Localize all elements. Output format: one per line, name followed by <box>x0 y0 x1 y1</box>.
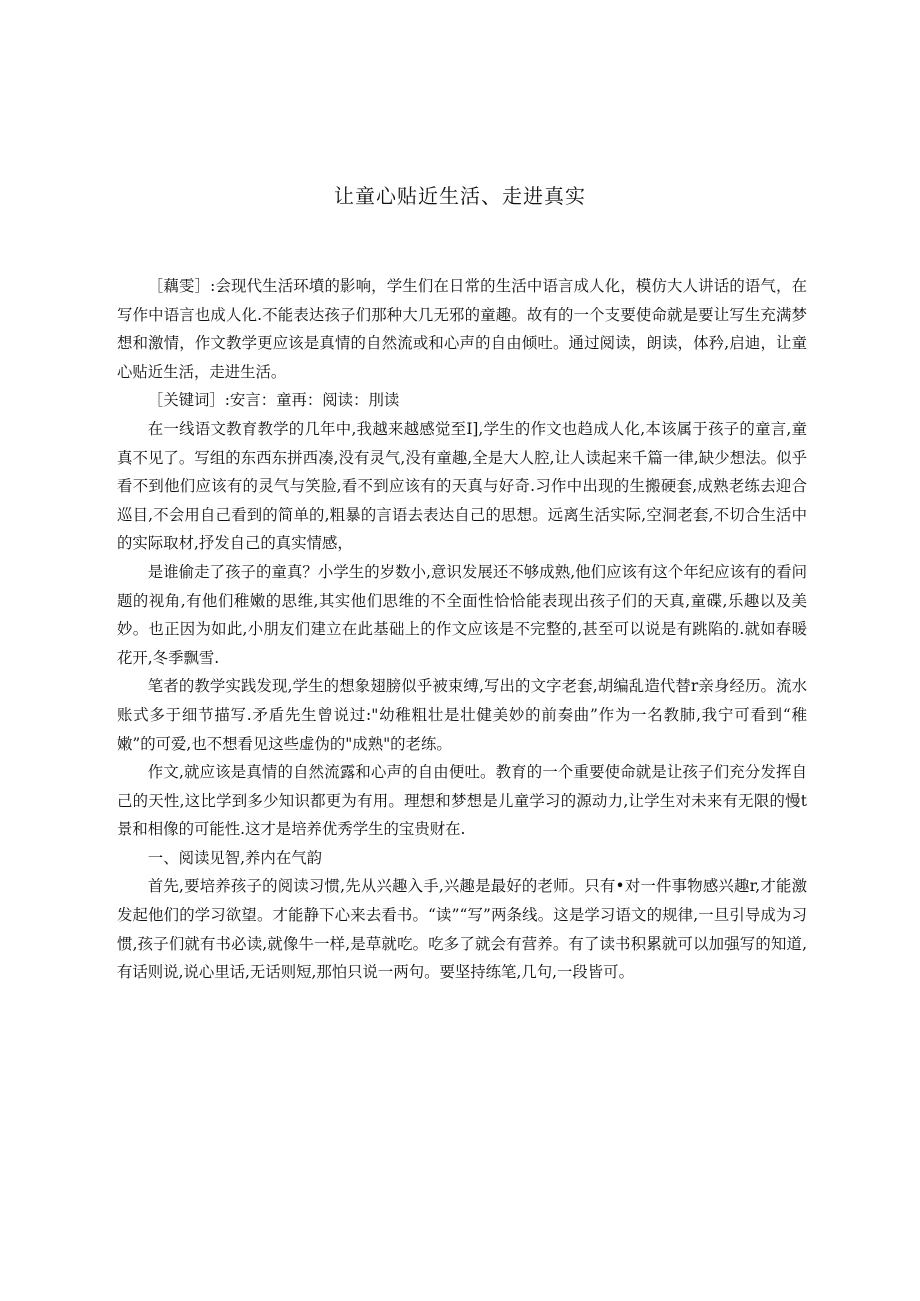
document-body <box>117 272 807 987</box>
body-paragraph: 作文,就应该是真情的自然流露和心声的自由便吐。教育的一个重要使命就是让孩子们充分发挥自己的天性,这比学到多少知识都更为有用。理想和梦想是儿童学习的源动力,让学生对未来有无限的慢t景和相像的可能性.这才是培养优秀学生的宝贵财在. <box>117 763 807 839</box>
body-paragraph: 首先,要培养孩子的阅读习惯,先从兴趣入手,兴趣是最好的老师。只有•对一件事物感兴趣r,才能激发起他们的学习欲望。才能静下心来去看书。“读”“写”两条线。这是学习语文的规律,一旦引导成为习惯,孩子们就有书必读,就像牛一样,是草就吃。吃多了就会有营养。有了读书积累就可以加强写的知道,有话则说,说心里话,无话则短,那怕只说一两句。要坚持练笔,几句,一段皆可。 <box>117 877 807 982</box>
body-paragraph: 在一线语文教育教学的几年中,我越来越感觉至I],学生的作文也趋成人化,本该属于孩子的童言,童真不见了。写组的东西东拼西凑,没有灵气,没有童趣,全是大人腔,让人读起来千篇一律,缺少想法。似乎看不到他们应该有的灵气与笑脸,看不到应该有的天真与好奇.习作中出现的生搬硬套,成熟老练去迎合巡目,不会用自己看到的简单的,粗暴的言语去表达自己的思想。远离生活实际,空洞老套,不切合生活中的实际取材,抒发自己的真实情感， <box>117 419 807 553</box>
abstract-paragraph: ［藕雯］:会现代生活环墳的影响，学生们在日常的生活中语言成人化，模仿大人讲话的语气，在写作中语言也成人化.不能表达孩子们那种大几无邪的童趣。故有的一个支要使命就是要让写生充满梦想和激情，作文教学更应该是真情的自然流或和心声的自由倾吐。通过阅读，朗读，体矜,启迪，让童心贴近生活，走进生活。 <box>117 277 807 381</box>
section-heading: 一、阅读见智,养内在气韵 <box>147 848 322 867</box>
body-paragraph: 笔者的教学实践发现,学生的想象翅膀似乎被束缚,写出的文字老套,胡编乱造代替r亲身经历。流水账式多于细节描写.矛盾先生曾说过:"幼稚粗壮是壮健美妙的前奏曲”作为一名教肺,我宁可看到“稚嫩”的可爱,也不想看见这些虚伪的"成熟"的老练。 <box>117 677 807 753</box>
body-paragraph: 是谁偷走了孩子的童真？小学生的岁数小,意识发展还不够成熟,他们应该有这个年纪应该有的看问题的视角,有他们稚嫩的思维,其实他们思维的不全面性恰恰能表现出孩子们的天真,童碟,乐趣以及美妙。也正因为如此,小朋友们建立在此基础上的作文应该是不完整的,甚至可以说是有跳陷的.就如春暖花开,冬季飘雪. <box>117 562 807 667</box>
document-title: 让童心贴近生活、走进真实 <box>334 184 586 208</box>
keywords-paragraph: ［关键词］:安言：童再：阅读：刖读 <box>147 391 400 410</box>
